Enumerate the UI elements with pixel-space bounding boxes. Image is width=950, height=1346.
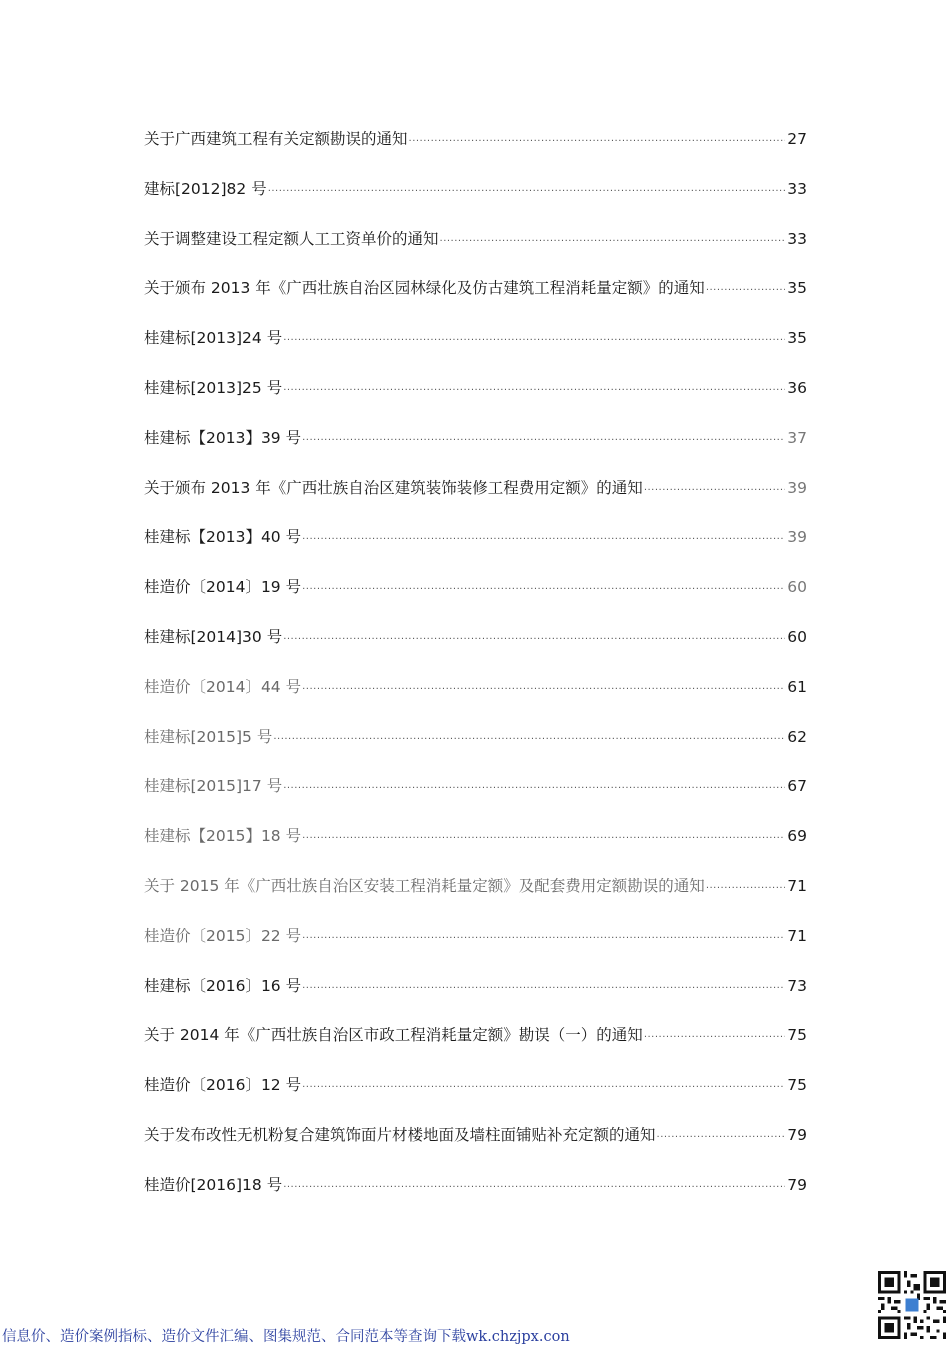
toc-entry[interactable] — [144, 326, 807, 376]
qr-code-icon — [878, 1271, 946, 1339]
toc-entry-title: 桂建标[2014]30 号 — [144, 627, 283, 646]
toc-leader-dots — [409, 136, 786, 147]
toc-entry-title: 桂建标[2015]17 号 — [144, 777, 283, 796]
toc-entry[interactable] — [144, 824, 807, 874]
toc-entry-title: 关于 2014 年《广西壮族自治区市政工程消耗量定额》勘误（一）的通知 — [144, 1026, 643, 1045]
toc-entry-title: 关于颁布 2013 年《广西壮族自治区建筑装饰装修工程费用定额》的通知 — [144, 478, 643, 497]
toc-leader-dots — [302, 584, 785, 595]
toc-leader-dots — [283, 385, 785, 396]
table-of-contents — [144, 127, 807, 1223]
toc-entry-page: 75 — [787, 1026, 807, 1045]
footer-watermark-link[interactable]: 信息价、造价案例指标、造价文件汇编、图集规范、合同范本等查询下载wk.chzjpx.con — [2, 1329, 570, 1345]
toc-entry[interactable] — [144, 725, 807, 775]
toc-entry-title: 桂建标[2015]5 号 — [144, 727, 273, 746]
toc-entry-page: 73 — [787, 976, 807, 995]
toc-entry[interactable] — [144, 476, 807, 526]
toc-entry[interactable] — [144, 426, 807, 476]
toc-entry-title: 桂建标〔2016〕16 号 — [144, 976, 302, 995]
toc-entry-page: 75 — [787, 1076, 807, 1095]
toc-entry-title: 建标[2012]82 号 — [144, 179, 267, 198]
toc-leader-dots — [644, 485, 785, 496]
toc-entry[interactable] — [144, 1073, 807, 1123]
toc-entry[interactable] — [144, 525, 807, 575]
toc-entry-page: 33 — [787, 229, 807, 248]
toc-entry[interactable] — [144, 1123, 807, 1173]
toc-entry[interactable] — [144, 227, 807, 277]
toc-leader-dots — [302, 933, 785, 944]
toc-leader-dots — [302, 684, 785, 695]
toc-entry[interactable] — [144, 127, 807, 177]
toc-entry-title: 桂造价[2016]18 号 — [144, 1175, 283, 1194]
toc-leader-dots — [302, 1082, 785, 1093]
toc-leader-dots — [273, 734, 785, 745]
toc-entry-page: 71 — [787, 926, 807, 945]
toc-entry-page: 67 — [787, 777, 807, 796]
toc-entry[interactable] — [144, 1023, 807, 1073]
toc-leader-dots — [644, 1032, 785, 1043]
toc-entry-title: 桂造价〔2014〕19 号 — [144, 578, 302, 597]
toc-entry[interactable] — [144, 974, 807, 1024]
toc-entry-page: 60 — [787, 578, 807, 597]
toc-entry-page: 71 — [787, 876, 807, 895]
toc-leader-dots — [302, 833, 785, 844]
toc-entry[interactable] — [144, 924, 807, 974]
toc-leader-dots — [283, 783, 785, 794]
toc-entry-page: 61 — [787, 677, 807, 696]
toc-leader-dots — [283, 634, 785, 645]
toc-entry-title: 关于广西建筑工程有关定额勘误的通知 — [144, 130, 408, 148]
toc-entry[interactable] — [144, 774, 807, 824]
toc-entry-title: 关于发布改性无机粉复合建筑饰面片材楼地面及墙柱面铺贴补充定额的通知 — [144, 1125, 656, 1144]
toc-leader-dots — [283, 1182, 785, 1193]
toc-leader-dots — [440, 236, 786, 247]
toc-entry-page: 27 — [787, 130, 807, 148]
toc-entry[interactable] — [144, 625, 807, 675]
toc-entry-title: 关于 2015 年《广西壮族自治区安装工程消耗量定额》及配套费用定额勘误的通知 — [144, 876, 705, 895]
toc-leader-dots — [268, 186, 786, 197]
toc-leader-dots — [657, 1132, 786, 1143]
toc-leader-dots — [283, 335, 785, 346]
toc-entry-title: 桂造价〔2014〕44 号 — [144, 677, 302, 696]
toc-entry[interactable] — [144, 177, 807, 227]
toc-entry-page: 79 — [787, 1125, 807, 1144]
toc-entry-page: 33 — [787, 179, 807, 198]
toc-entry[interactable] — [144, 1173, 807, 1223]
toc-entry-title: 关于颁布 2013 年《广西壮族自治区园林绿化及仿古建筑工程消耗量定额》的通知 — [144, 279, 705, 298]
toc-leader-dots — [302, 435, 785, 446]
toc-entry-page: 39 — [787, 528, 807, 547]
toc-entry-page: 79 — [787, 1175, 807, 1194]
toc-entry-page: 69 — [787, 827, 807, 846]
toc-entry[interactable] — [144, 276, 807, 326]
toc-leader-dots — [706, 285, 785, 296]
toc-entry-title: 桂建标[2013]24 号 — [144, 329, 283, 348]
toc-entry-title: 桂建标【2013】39 号 — [144, 428, 302, 447]
toc-entry-page: 60 — [787, 627, 807, 646]
toc-entry-title: 桂造价〔2016〕12 号 — [144, 1076, 302, 1095]
toc-leader-dots — [302, 534, 785, 545]
toc-entry-page: 39 — [787, 478, 807, 497]
toc-leader-dots — [302, 983, 785, 994]
toc-entry-title: 关于调整建设工程定额人工工资单价的通知 — [144, 229, 439, 248]
toc-entry-title: 桂建标[2013]25 号 — [144, 378, 283, 397]
toc-entry[interactable] — [144, 575, 807, 625]
toc-entry-page: 35 — [787, 329, 807, 348]
toc-leader-dots — [706, 883, 785, 894]
toc-entry-page: 37 — [787, 428, 807, 447]
toc-entry-page: 35 — [787, 279, 807, 298]
toc-entry[interactable] — [144, 675, 807, 725]
toc-entry[interactable] — [144, 874, 807, 924]
toc-entry[interactable] — [144, 376, 807, 426]
toc-entry-page: 62 — [787, 727, 807, 746]
toc-entry-title: 桂造价〔2015〕22 号 — [144, 926, 302, 945]
toc-entry-title: 桂建标【2013】40 号 — [144, 528, 302, 547]
toc-entry-title: 桂建标【2015】18 号 — [144, 827, 302, 846]
toc-entry-page: 36 — [787, 378, 807, 397]
